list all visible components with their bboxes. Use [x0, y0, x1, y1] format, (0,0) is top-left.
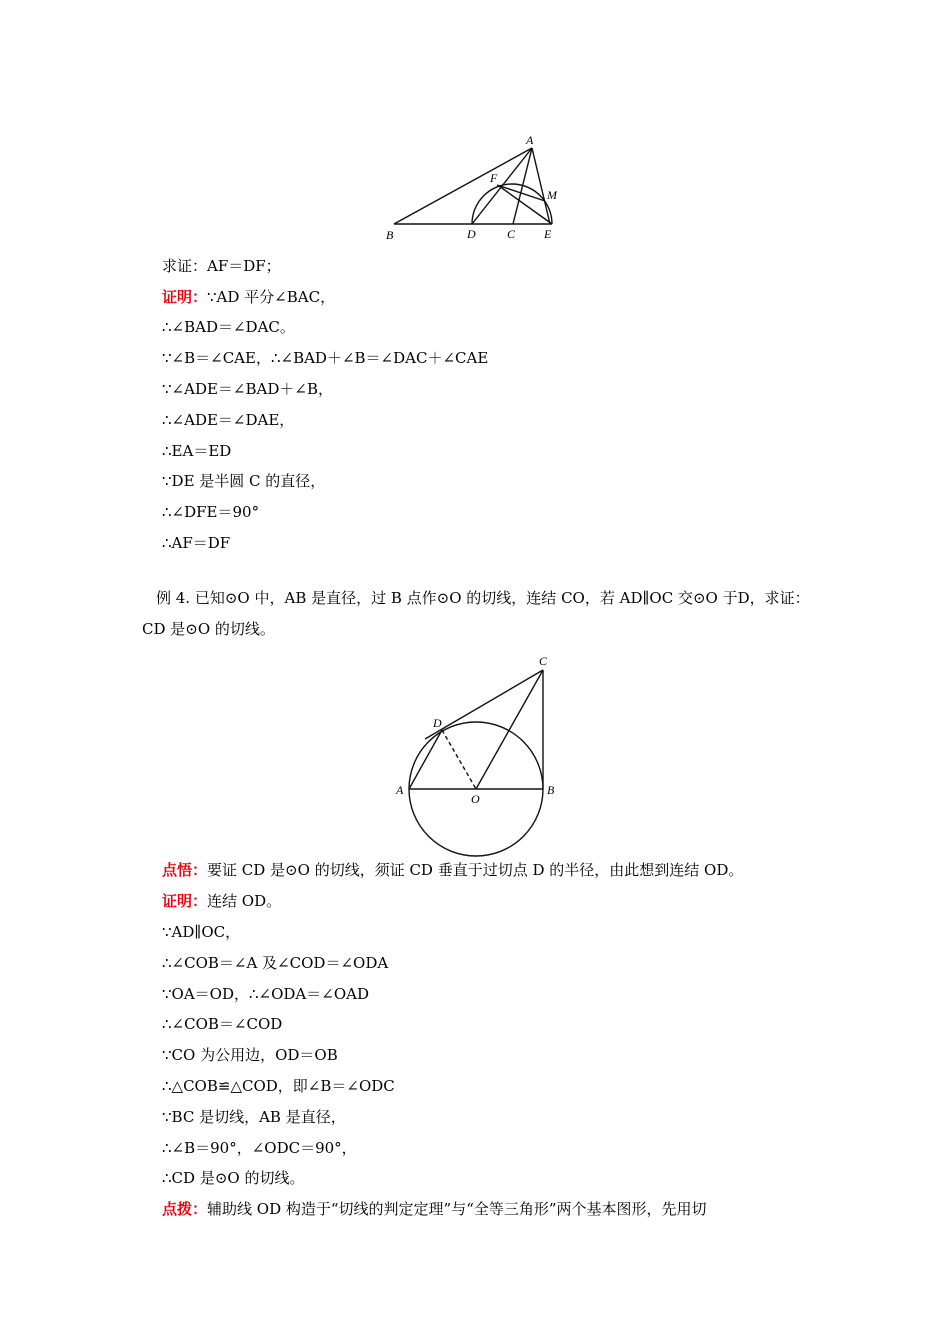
proof1-line: ∴AF＝DF: [162, 534, 231, 552]
proof1-line: 证明：∵AD 平分∠BAC，: [162, 288, 336, 306]
label-A: A: [526, 133, 534, 147]
proof2-line: ∴CD 是⊙O 的切线。: [162, 1169, 305, 1187]
insight-label: 点悟：: [162, 861, 208, 879]
label-C: C: [507, 227, 516, 241]
proof-label: 证明：: [162, 892, 208, 910]
segment-AE: [532, 148, 550, 224]
proof1-line: ∴∠ADE＝∠DAE，: [162, 411, 295, 429]
proof2-line: 点悟：要证 CD 是⊙O 的切线，须证 CD 垂直于过切点 D 的半径，由此想到连结 OD。: [162, 861, 744, 879]
figure-circle-tangent: [392, 650, 562, 860]
proof2-line: ∴∠COB＝∠COD: [162, 1015, 283, 1033]
figure1-svg: [380, 128, 580, 244]
label-D: D: [433, 716, 442, 730]
segment-OC: [476, 670, 543, 789]
example-4-statement: 例 4. 已知⊙O 中，AB 是直径，过 B 点作⊙O 的切线，连结 CO，若 AD∥OC 交⊙O 于D，求证：CD 是⊙O 的切线。: [142, 589, 810, 638]
label-O: O: [471, 792, 480, 806]
proof-label: 证明：: [162, 288, 208, 306]
figure2-svg: [392, 650, 562, 860]
segment-BA: [394, 148, 532, 224]
proof1-line: ∴∠BAD＝∠DAC。: [162, 318, 295, 336]
tip-label: 点拨：: [162, 1200, 208, 1218]
segment-DC: [425, 670, 543, 739]
segment-FE: [499, 186, 552, 224]
proof1-line: 求证：AF＝DF；: [162, 257, 281, 275]
proof1-line: ∵∠B＝∠CAE，∴∠BAD＋∠B＝∠DAC＋∠CAE: [162, 349, 489, 367]
label-E: E: [544, 227, 552, 241]
label-B: B: [547, 783, 555, 797]
proof2-line: ∵OA＝OD，∴∠ODA＝∠OAD: [162, 985, 369, 1003]
label-M: M: [547, 188, 557, 202]
proof2-line: ∴△COB≌△COD，即∠B＝∠ODC: [162, 1077, 395, 1095]
proof2-line: ∵AD∥OC，: [162, 923, 241, 941]
proof2-line: 证明：连结 OD。: [162, 892, 282, 910]
proof1-line: ∴∠DFE＝90°: [162, 503, 260, 521]
label-D: D: [467, 227, 476, 241]
proof2-line: ∴∠B＝90°，∠ODC＝90°，: [162, 1139, 357, 1157]
label-F: F: [490, 171, 498, 185]
proof1-line: ∴EA＝ED: [162, 442, 232, 460]
label-B: B: [386, 228, 394, 242]
proof2-line: ∵CO 为公用边，OD＝OB: [162, 1046, 338, 1064]
label-A: A: [396, 783, 404, 797]
label-C: C: [539, 654, 548, 668]
proof2-line: ∴∠COB＝∠A 及∠COD＝∠ODA: [162, 954, 389, 972]
proof2-line: 点拨：辅助线 OD 构造于“切线的判定定理”与“全等三角形”两个基本图形，先用切: [162, 1200, 707, 1218]
auxiliary-OD: [442, 730, 476, 789]
figure-triangle-semicircle: [380, 128, 580, 244]
proof1-line: ∵DE 是半圆 C 的直径，: [162, 472, 326, 490]
proof1-line: ∵∠ADE＝∠BAD＋∠B，: [162, 380, 333, 398]
proof2-line: ∵BC 是切线，AB 是直径，: [162, 1108, 346, 1126]
